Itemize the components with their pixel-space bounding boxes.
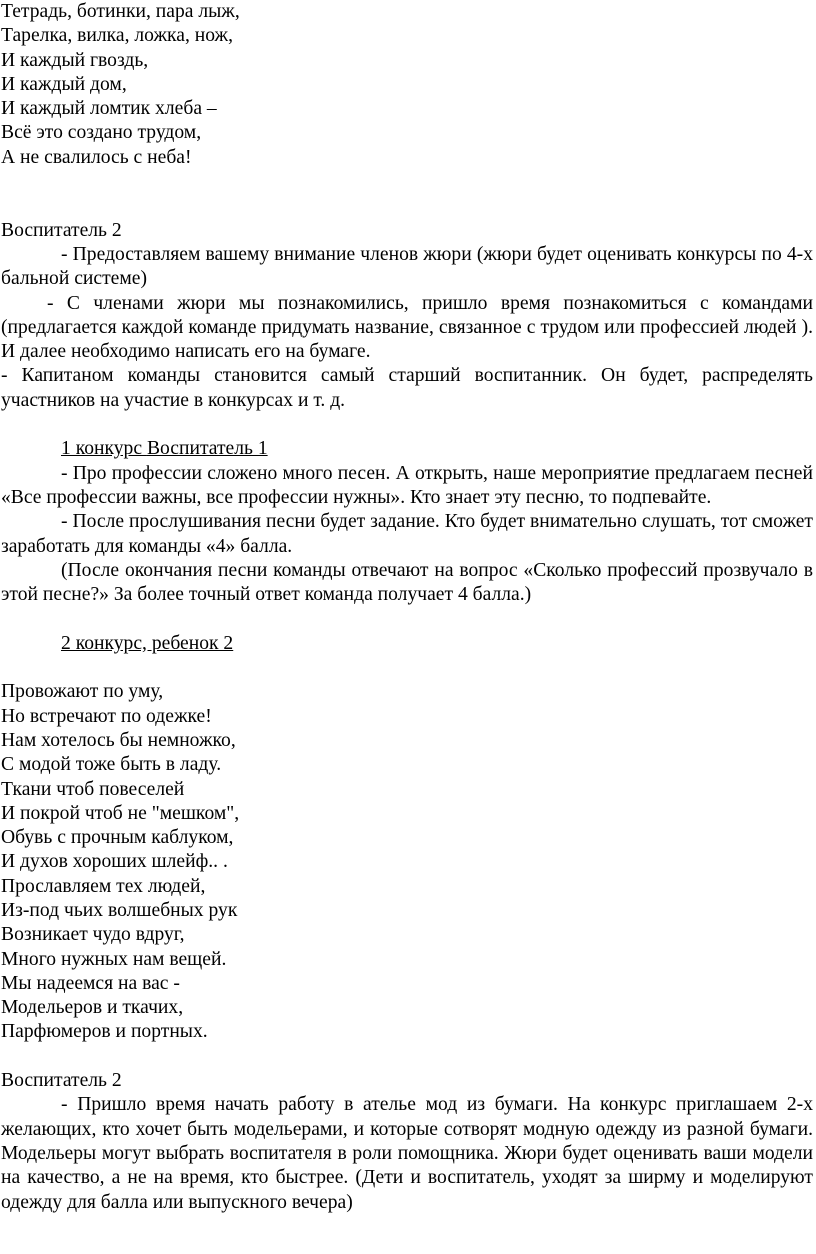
poem-line: А не свалилось с неба! (1, 146, 192, 168)
paragraph: - Капитаном команды становится самый старший воспитанник. Он будет, распределять участников на участие в конкурсах и т. д. (1, 365, 813, 411)
contest-speaker: Воспитатель 1 (146, 438, 268, 460)
spacer (1, 170, 813, 219)
poem-line: И духов хороших шлейф.. . (1, 851, 228, 873)
poem-line: Обувь с прочным каблуком, (1, 827, 234, 849)
contest-heading (1, 437, 813, 461)
contest-heading (1, 632, 813, 656)
paragraph: (После окончания песни команды отвечают на вопрос «Сколько профессий прозвучало в этой песне?» За более точный ответ команда получает 4 балла.) (1, 559, 813, 606)
spacer (1, 607, 813, 631)
poem-line: С модой тоже быть в ладу. (1, 754, 222, 776)
paragraph: - После прослушивания песни будет задание. Кто будет внимательно слушать, тот сможет заработать для команды «4» балла. (1, 511, 813, 557)
paragraph: - С членами жюри мы познакомились, пришло время познакомиться с командами (предлагается каждой команде придумать название, связанное с трудом или профессией людей ). И далее необходимо написать его на бумаге. (1, 292, 813, 363)
poem-line: Ткани чтоб повеселей (1, 778, 185, 800)
spacer (1, 1045, 813, 1069)
poem-line: Тарелка, вилка, ложка, нож, (1, 25, 233, 47)
poem-line: И каждый гвоздь, (1, 49, 149, 71)
paragraph: - Пришло время начать работу в ателье мод из бумаги. На конкурс приглашаем 2-х желающих, кто хочет быть модельерами, и которые сотворят модную одежду из разной бумаги. Модельеры могут выбрать воспитателя в роли помощника. Жюри будет оценивать ваши модели на качество, а не на время, кто быстрее. (Дети и воспитатель, уходят за ширму и моделируют одежду для балла или выпускного вечера) (1, 1094, 813, 1213)
poem-line: Всё это создано трудом, (1, 122, 202, 144)
contest-title: 2 конкурс, ребенок 2 (61, 632, 234, 654)
poem-labor (1, 0, 813, 170)
paragraph: - Предоставляем вашему внимание членов жюри (жюри будет оценивать конкурсы по 4-х бальной системе) (1, 243, 813, 290)
paragraph: - Про профессии сложено много песен. А открыть, наше мероприятие предлагаем песней «Все профессии важны, все профессии нужны». Кто знает эту песню, то подпевайте. (1, 462, 813, 508)
poem-line: Модельеров и ткачих, (1, 997, 184, 1019)
spacer (1, 413, 813, 437)
section-contest-1 (1, 437, 813, 607)
poem-line: И каждый дом, (1, 73, 127, 95)
poem-line: Из-под чьих волшебных рук (1, 899, 238, 921)
poem-line: Мы надеемся на вас - (1, 972, 180, 994)
poem-line: И покрой чтоб не "мешком", (1, 802, 240, 824)
spacer (1, 656, 813, 680)
poem-line: Парфюмеров и портных. (1, 1021, 208, 1043)
poem-line: И каждый ломтик хлеба – (1, 98, 217, 120)
poem-fashion (1, 680, 813, 1044)
poem-line: Возникает чудо вдруг, (1, 924, 185, 946)
section-educator-2-fashion (1, 1069, 813, 1215)
poem-line: Нам хотелось бы немножко, (1, 729, 236, 751)
poem-line: Много нужных нам вещей. (1, 948, 227, 970)
poem-line: Прославляем тех людей, (1, 875, 206, 897)
section-educator-2 (1, 219, 813, 413)
speaker-heading: Воспитатель 2 (1, 219, 122, 241)
section-contest-2 (1, 632, 813, 656)
document-page (1, 0, 813, 1215)
speaker-heading: Воспитатель 2 (1, 1070, 122, 1092)
poem-line: Провожают по уму, (1, 681, 164, 703)
contest-number: 1 конкурс (61, 438, 147, 460)
poem-line: Но встречают по одежке! (1, 705, 212, 727)
poem-line: Тетрадь, ботинки, пара лыж, (1, 1, 240, 22)
